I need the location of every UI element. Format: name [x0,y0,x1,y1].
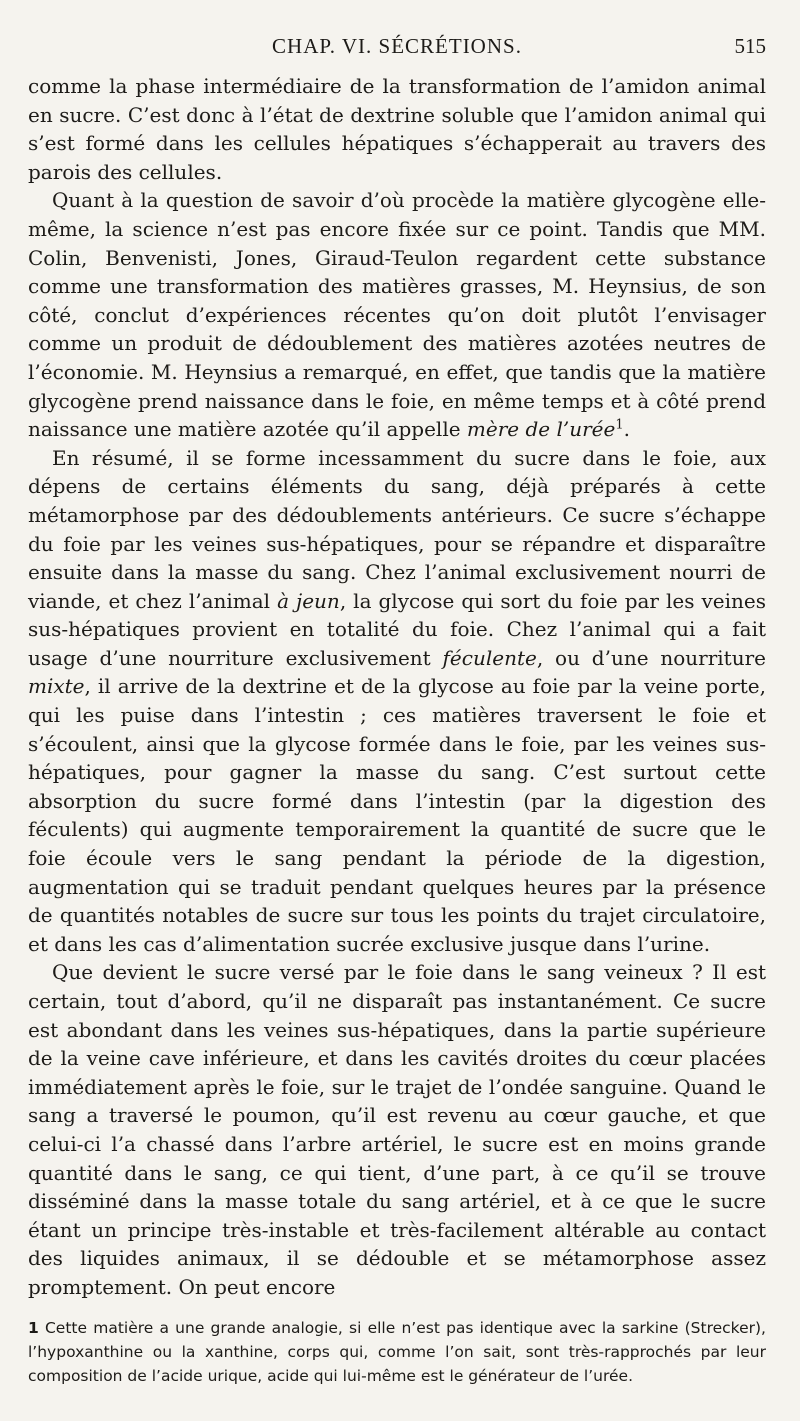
text-segment: , la glycose qui sort du foie par les veines sus-hépatiques provient en totalité du foie. Chez l’animal qui a fait usage d’une nourriture exclusivement [28,588,766,670]
footnote-reference: 1 [615,417,624,433]
footnote-number: 1 [28,1318,39,1337]
text-segment: Que devient le sucre versé par le foie dans le sang veineux ? Il est certain, tout d’abord, qu’il ne disparaît pas instantanément. Ce sucre est abondant dans les veines sus-hépatiques, dans la partie supérieure de la veine cave inférieure, et dans les cavités droites du cœur placées immédiatement après le foie, sur le trajet de l’ondée sanguine. Quand le sang a traversé le poumon, qu’il est revenu au cœur gauche, et que celui-ci l’a chassé dans l’arbre artériel, le sucre est en moins grande quantité dans le sang, ce qui tient, d’une part, à ce qu’il se trouve disséminé dans la masse totale du sang artériel, et à ce que le sucre étant un principe très-instable et très-facilement altérable au contact des liquides animaux, il se dédouble et se métamorphose assez promptement. On peut encore [28,960,766,1299]
text-segment: . [623,417,630,442]
paragraph [28,958,766,1301]
italic-text: mère de l’urée [466,417,616,442]
page-number: 515 [734,34,766,58]
paragraph [28,186,766,443]
chapter-title: CHAP. VI. SÉCRÉTIONS. [272,34,522,58]
footnote [28,1316,766,1388]
paragraph [28,444,766,959]
italic-text: féculente [442,645,537,670]
italic-text: mixte [28,674,85,699]
italic-text: à jeun [277,588,340,613]
text-segment: , il arrive de la dextrine et de la glycose au foie par la veine porte, qui les puise dans l’intestin ; ces matières traversent le foie et s’écoulent, ainsi que la glycose formée dans le foie, par les veines sus-hépatiques, pour gagner la masse du sang. C’est surtout cette absorption du sucre formé dans l’intestin (par la digestion des féculents) qui augmente temporairement la quantité de sucre que le foie écoule vers le sang pendant la période de la digestion, augmentation qui se traduit pendant quelques heures par la présence de quantités notables de sucre sur tous les points du trajet circulatoire, et dans les cas d’alimentation sucrée exclusive jusque dans l’urine. [28,674,766,956]
footnote-text: Cette matière a une grande analogie, si elle n’est pas identique avec la sarkine (Strecker), l’hypoxanthine ou la xanthine, corps qui, comme l’on sait, sont très-rapprochés par leur composition de l’acide urique, acide qui lui-même est le générateur de l’urée. [28,1318,766,1385]
paragraph [28,72,766,186]
text-segment: Quant à la question de savoir d’où procède la matière glycogène elle-même, la science n’est pas encore fixée sur ce point. Tandis que MM. Colin, Benvenisti, Jones, Giraud-Teulon regardent cette substance comme une transformation des matières grasses, M. Heynsius, de son côté, conclut d’expériences récentes qu’on doit plutôt l’envisager comme un produit de dédoublement des matières azotées neutres de l’économie. M. Heynsius a remarqué, en effet, que tandis que la matière glycogène prend naissance dans le foie, en même temps et à côté prend naissance une matière azotée qu’il appelle [28,188,766,442]
running-header [28,26,766,72]
text-segment: En résumé, il se forme incessamment du sucre dans le foie, aux dépens de certains éléments du sang, déjà préparés à cette métamorphose par des dédoublements antérieurs. Ce sucre s’échappe du foie par les veines sus-hépatiques, pour se répandre et disparaître ensuite dans la masse du sang. Chez l’animal exclusivement nourri de viande, et chez l’animal [28,445,766,613]
text-segment: comme la phase intermédiaire de la transformation de l’amidon animal en sucre. C’est donc à l’état de dextrine soluble que l’amidon animal qui s’est formé dans les cellules hépatiques s’échapperait au travers des parois des cellules. [28,74,766,184]
text-segment: , ou d’une nourriture [536,645,767,670]
body-text [28,72,766,1302]
